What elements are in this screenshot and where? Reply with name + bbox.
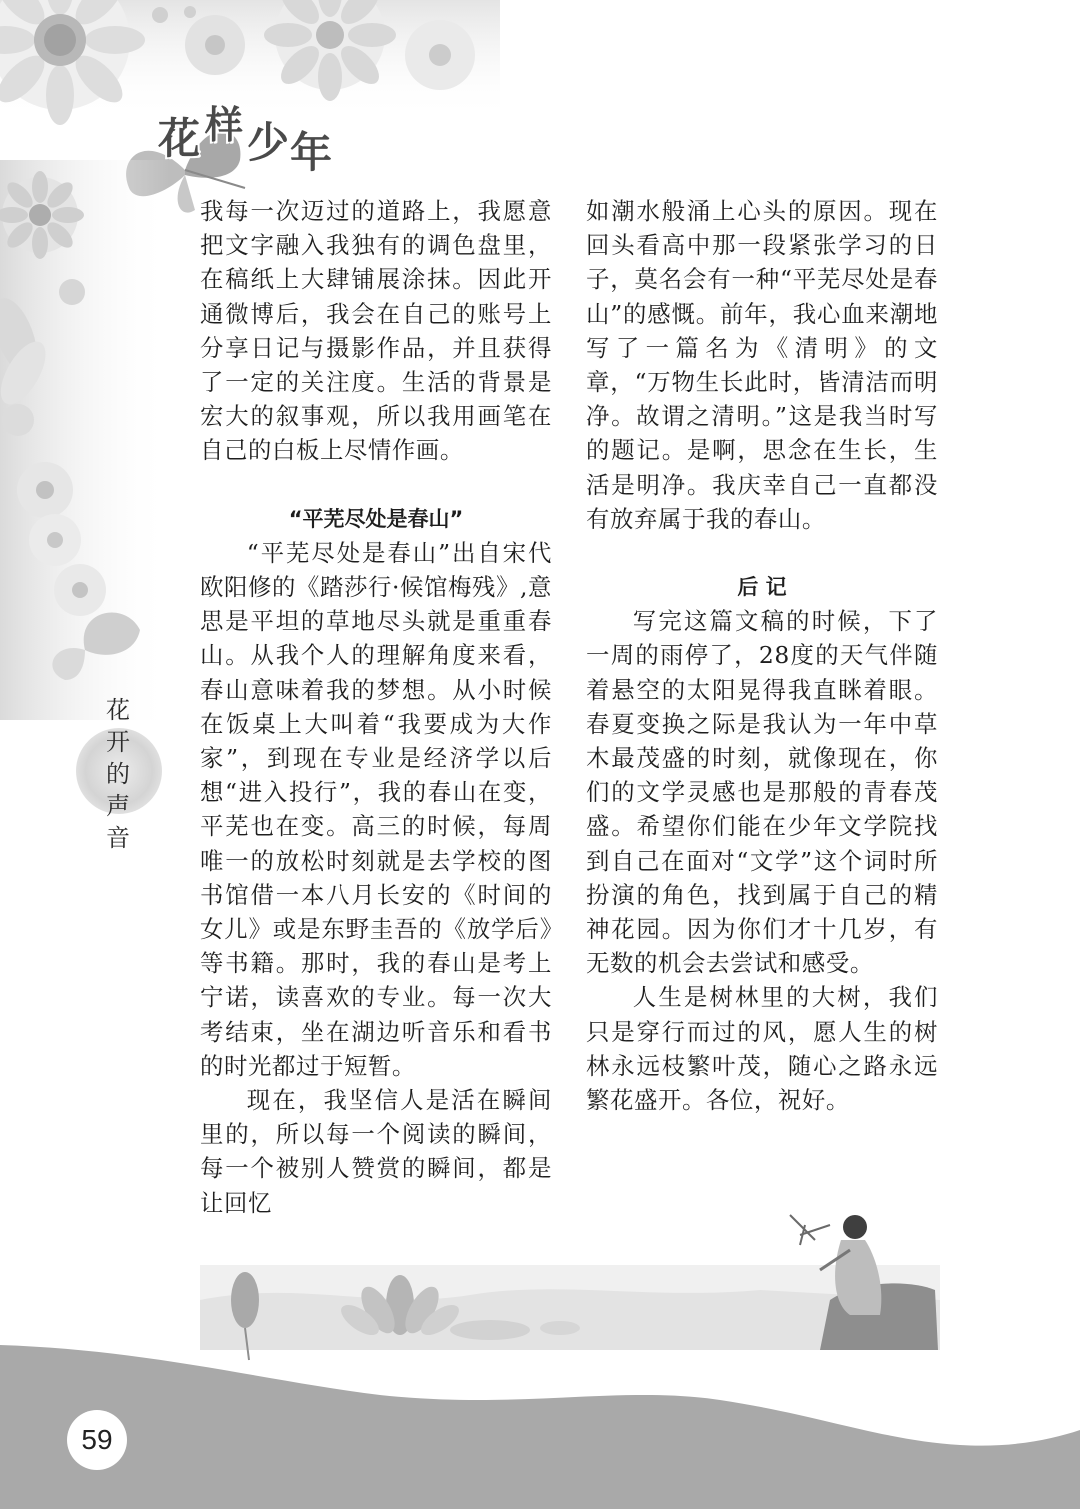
header-title-char: 少 bbox=[247, 118, 290, 167]
body-paragraph: 现在，我坚信人是活在瞬间里的，所以每一个阅读的瞬间，每一个被别人赞赏的瞬间，都是让回忆 bbox=[200, 1086, 552, 1217]
header-title-char: 花 bbox=[158, 114, 201, 163]
body-paragraph: 我每一次迈过的道路上，我愿意把文字融入我独有的调色盘里，在稿纸上大肆铺展涂抹。因此开通微博后，我会在自己的账号上分享日记与摄影作品，并且获得了一定的关注度。生活的背景是宏大的叙事观，所以我用画笔在自己的白板上尽情作画。 bbox=[200, 197, 552, 465]
section-heading: 后 记 bbox=[737, 575, 787, 600]
body-paragraph: 写完这篇文稿的时候，下了一周的雨停了，28度的天气伴随着悬空的太阳晃得我直眯着眼。春夏变换之际是我认为一年中草木最茂盛的时刻，就像现在，你们的文学灵感也是那般的青春茂盛。希望你们能在少年文学院找到自己在面对“文学”这个词时所扮演的角色，找到属于自己的精神花园。因为你们才十几岁，有无数的机会去尝试和感受。 bbox=[586, 607, 938, 978]
side-label-char: 的 bbox=[106, 760, 130, 788]
body-paragraph: 如潮水般涌上心头的原因。现在回头看高中那一段紧张学习的日子，莫名会有一种“平芜尽处是春山”的感慨。前年，我心血来潮地写了一篇名为《清明》的文章，“万物生长此时，皆清洁而明净。故谓之清明。”这是我当时写的题记。是啊，思念在生长，生活是明净。我庆幸自己一直都没有放弃属于我的春山。 bbox=[586, 197, 938, 533]
body-paragraph: “平芜尽处是春山”出自宋代欧阳修的《踏莎行·候馆梅残》,意思是平坦的草地尽头就是重重春山。从我个人的理解角度来看，春山意味着我的梦想。从小时候在饭桌上大叫着“我要成为大作家”，到现在专业是经济学以后想“进入投行”，我的春山在变，平芜也在变。高三的时候，每周唯一的放松时刻就是去学校的图书馆借一本八月长安的《时间的女儿》或是东野圭吾的《放学后》等书籍。那时，我的春山是考上宁诺，读喜欢的专业。每一次大考结束，坐在湖边听音乐和看书的时光都过于短暂。 bbox=[200, 538, 552, 1080]
header-title-char: 年 bbox=[290, 128, 333, 177]
side-label-char: 花 bbox=[106, 696, 130, 724]
section-heading: “平芜尽处是春山” bbox=[288, 506, 464, 531]
bottom-landscape-decoration bbox=[200, 1215, 940, 1360]
header-title-char: 样 bbox=[205, 103, 244, 147]
side-label-char: 音 bbox=[106, 824, 130, 852]
side-label-char: 声 bbox=[106, 792, 130, 820]
page-number: 59 bbox=[67, 1410, 127, 1470]
left-flowers-decoration bbox=[0, 160, 170, 720]
side-label-char: 开 bbox=[106, 728, 130, 756]
footer-wave-decoration bbox=[0, 1345, 1080, 1509]
article-right-column bbox=[586, 194, 938, 1117]
side-column-label bbox=[72, 690, 166, 852]
section-header-title bbox=[150, 100, 350, 177]
article-left-column bbox=[200, 194, 552, 1220]
body-paragraph: 人生是树林里的大树，我们只是穿行而过的风，愿人生的树林永远枝繁叶茂，随心之路永远繁花盛开。各位，祝好。 bbox=[586, 983, 938, 1115]
